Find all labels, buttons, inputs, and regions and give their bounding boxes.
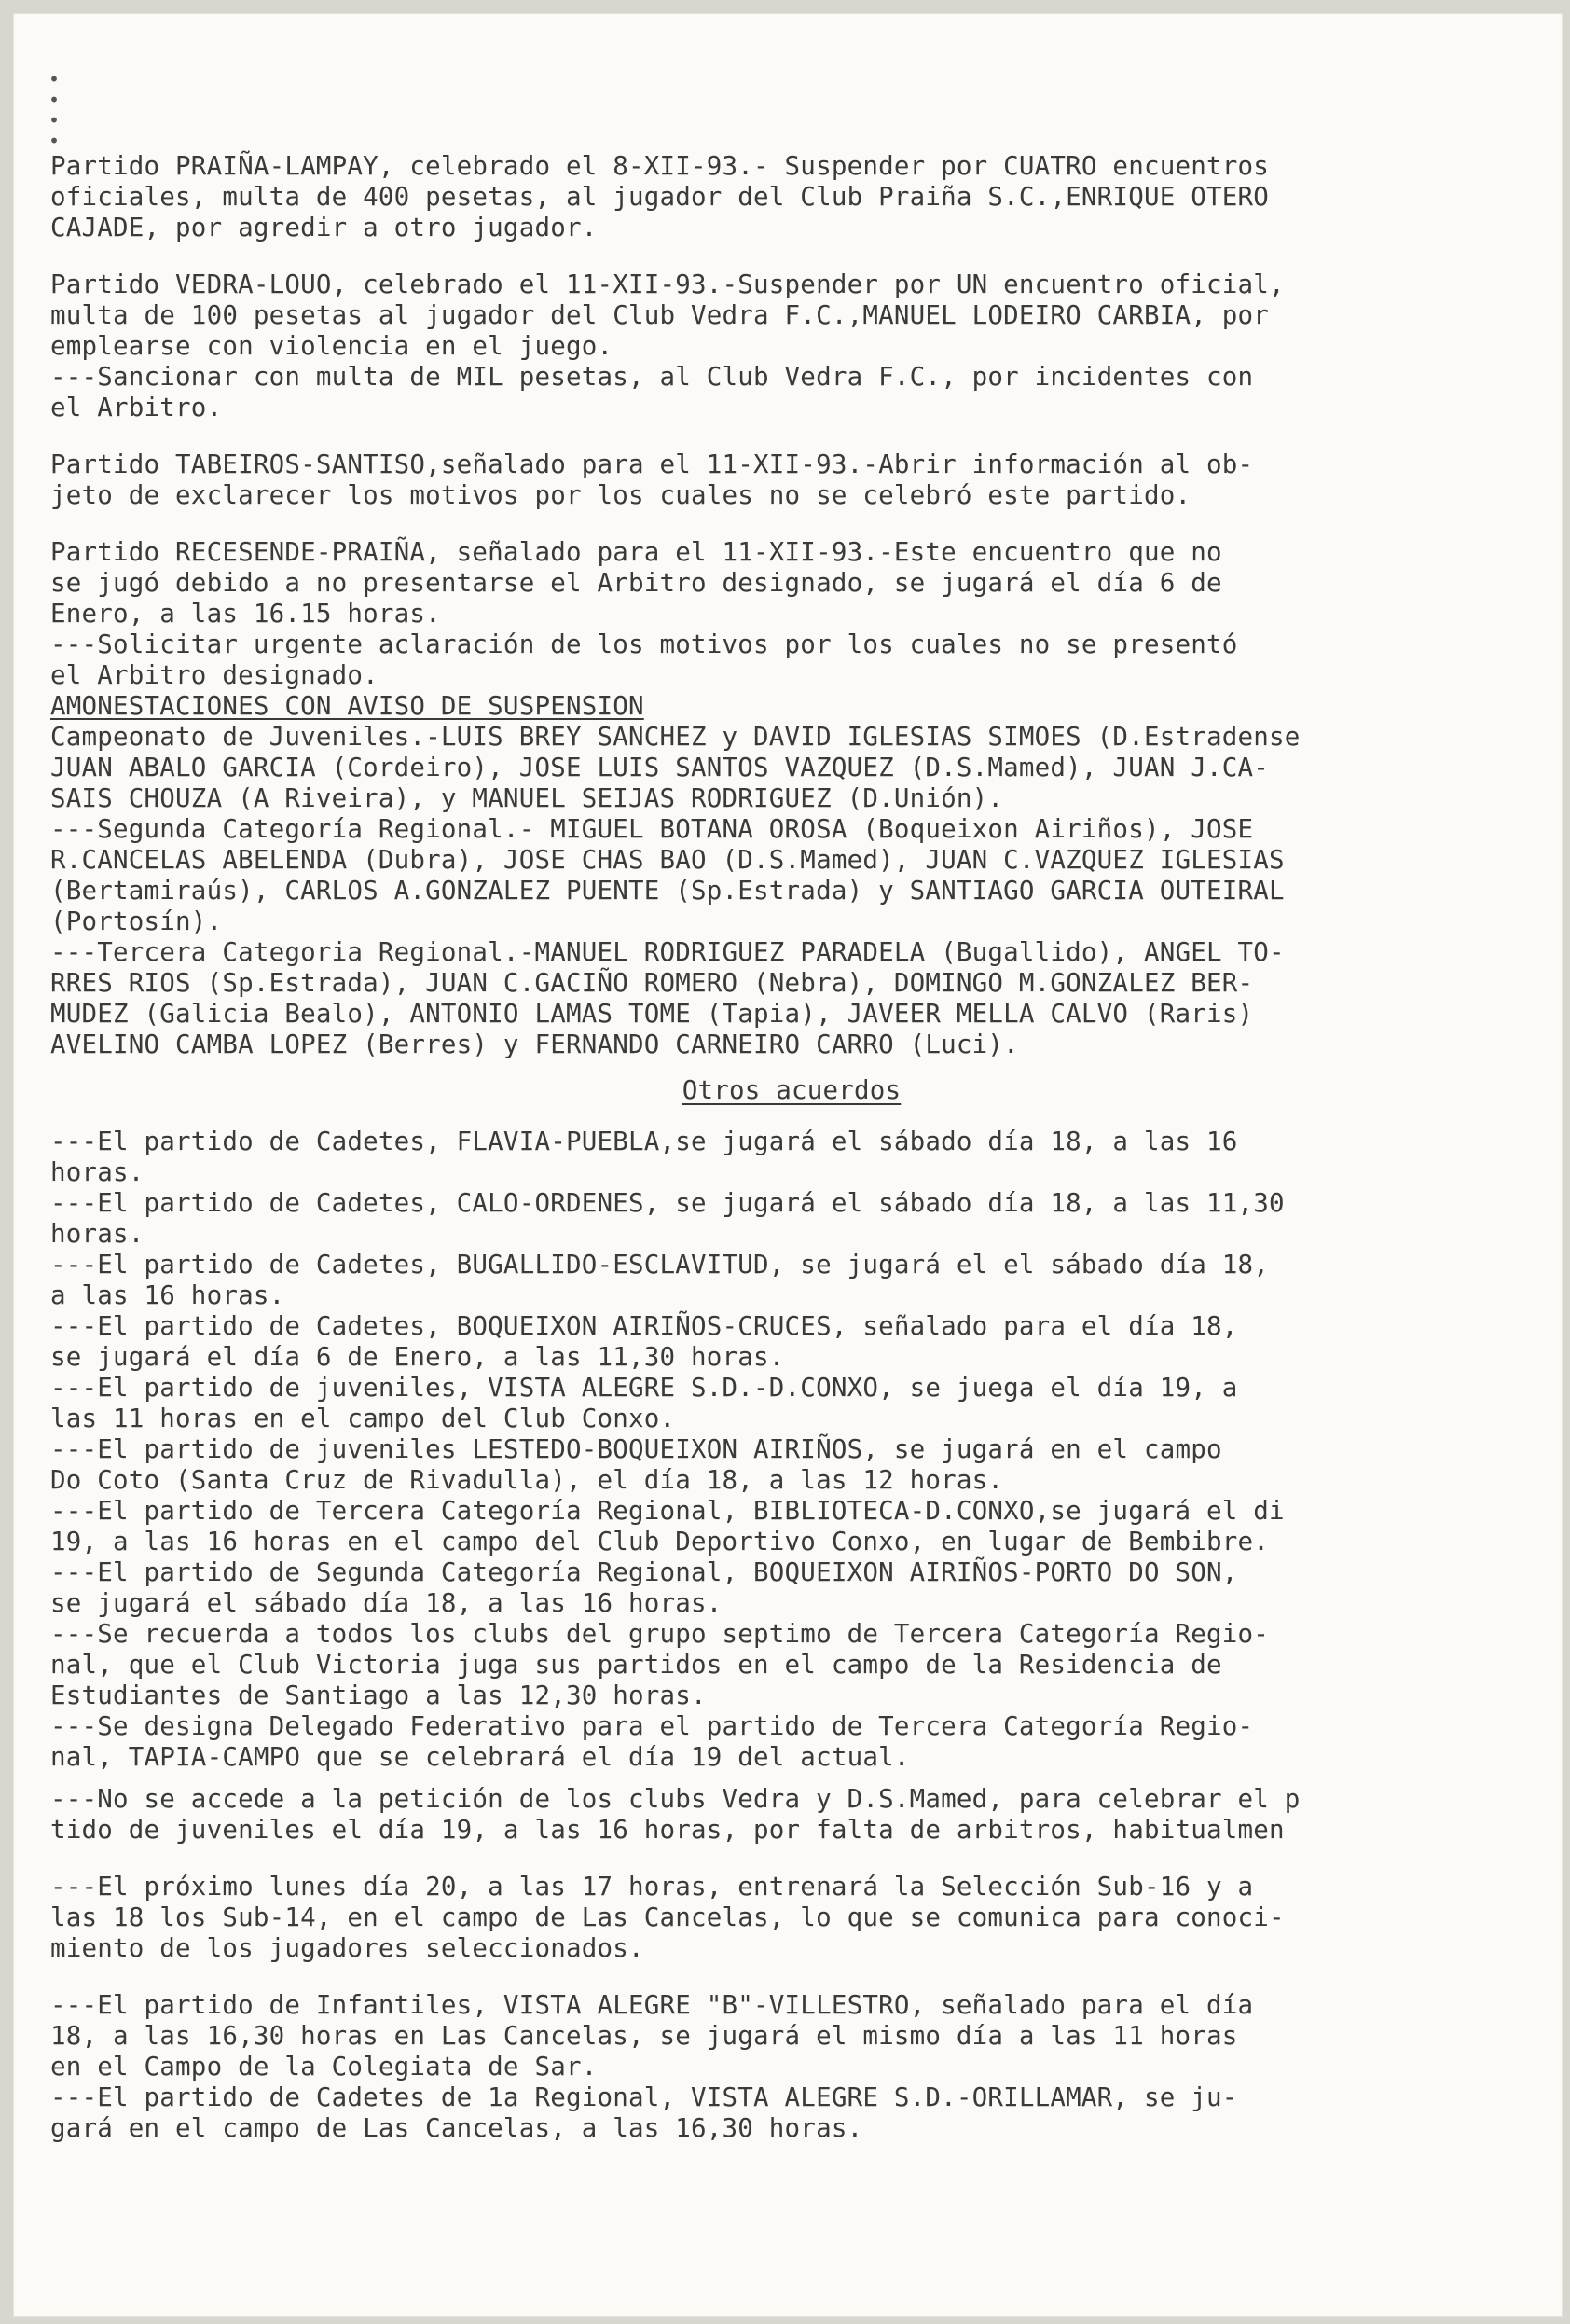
spacer xyxy=(50,1773,1533,1784)
paragraph xyxy=(50,537,1533,691)
spacer xyxy=(50,511,1533,537)
text-line: JUAN ABALO GARCIA (Cordeiro), JOSE LUIS SANTOS VAZQUEZ (D.S.Mamed), JUAN J.CA- xyxy=(50,753,1269,782)
text-line: 18, a las 16,30 horas en Las Cancelas, se jugará el mismo día a las 11 horas xyxy=(50,2021,1238,2051)
text-line: ---Tercera Categoria Regional.-MANUEL RODRIGUEZ PARADELA (Bugallido), ANGEL TO- xyxy=(50,937,1285,967)
spacer xyxy=(50,1846,1533,1872)
text-line: ---Sancionar con multa de MIL pesetas, al Club Vedra F.C., por incidentes con xyxy=(50,362,1254,392)
text-line: (Bertamiraús), CARLOS A.GONZALEZ PUENTE (Sp.Estrada) y SANTIAGO GARCIA OUTEIRAL xyxy=(50,876,1285,906)
text-line: Partido PRAIÑA-LAMPAY, celebrado el 8-XII-93.- Suspender por CUATRO encuentros xyxy=(50,151,1269,181)
paragraph xyxy=(50,450,1533,511)
text-line: se jugará el día 6 de Enero, a las 11,30 horas. xyxy=(50,1342,785,1372)
text-line: Estudiantes de Santiago a las 12,30 horas. xyxy=(50,1681,707,1710)
text-line: ---El próximo lunes día 20, a las 17 horas, entrenará la Selección Sub-16 y a xyxy=(50,1872,1254,1902)
paragraph xyxy=(50,1127,1533,1773)
text-line: ---El partido de juveniles, VISTA ALEGRE S.D.-D.CONXO, se juega el día 19, a xyxy=(50,1373,1238,1403)
text-line: ---El partido de Infantiles, VISTA ALEGRE "B"-VILLESTRO, señalado para el día xyxy=(50,1990,1254,2020)
text-line: ---El partido de Cadetes, CALO-ORDENES, se jugará el sábado día 18, a las 11,30 xyxy=(50,1188,1285,1218)
text-line: horas. xyxy=(50,1157,145,1187)
paragraph xyxy=(50,151,1533,243)
text-line: oficiales, multa de 400 pesetas, al jugador del Club Praiña S.C.,ENRIQUE OTERO xyxy=(50,182,1269,212)
text-line: ---El partido de juveniles LESTEDO-BOQUEIXON AIRIÑOS, se jugará en el campo xyxy=(50,1434,1222,1464)
paragraph xyxy=(50,691,1533,1060)
text-line: AVELINO CAMBA LOPEZ (Berres) y FERNANDO CARNEIRO CARRO (Luci). xyxy=(50,1030,1019,1059)
text-line: se jugará el sábado día 18, a las 16 horas. xyxy=(50,1588,723,1618)
text-line: R.CANCELAS ABELENDA (Dubra), JOSE CHAS BAO (D.S.Mamed), JUAN C.VAZQUEZ IGLESIAS xyxy=(50,845,1285,875)
text-line: emplearse con violencia en el juego. xyxy=(50,331,613,361)
text-line: ---Se recuerda a todos los clubs del grupo septimo de Tercera Categoría Regio- xyxy=(50,1619,1269,1649)
spacer xyxy=(50,1964,1533,1990)
text-line: ---Solicitar urgente aclaración de los motivos por los cuales no se presentó xyxy=(50,629,1238,659)
document-body xyxy=(50,151,1533,2144)
text-line: Do Coto (Santa Cruz de Rivadulla), el día 18, a las 12 horas. xyxy=(50,1465,1004,1495)
spacer xyxy=(50,243,1533,270)
text-line: 19, a las 16 horas en el campo del Club Deportivo Conxo, en lugar de Bembibre. xyxy=(50,1527,1269,1556)
text-line: SAIS CHOUZA (A Riveira), y MANUEL SEIJAS RODRIGUEZ (D.Unión). xyxy=(50,783,1004,813)
text-line: gará en el campo de Las Cancelas, a las 16,30 horas. xyxy=(50,2113,863,2143)
text-line: Campeonato de Juveniles.-LUIS BREY SANCHEZ y DAVID IGLESIAS SIMOES (D.Estradense xyxy=(50,722,1301,752)
text-line: MUDEZ (Galicia Bealo), ANTONIO LAMAS TOME (Tapia), JAVEER MELLA CALVO (Raris) xyxy=(50,999,1254,1029)
text-line: AMONESTACIONES CON AVISO DE SUSPENSION xyxy=(50,691,644,721)
text-line: ---El partido de Cadetes, BUGALLIDO-ESCLAVITUD, se jugará el el sábado día 18, xyxy=(50,1250,1269,1280)
paragraph xyxy=(50,1990,1533,2144)
margin-marks: • • • • xyxy=(48,68,61,152)
text-line: se jugó debido a no presentarse el Arbitro designado, se jugará el día 6 de xyxy=(50,568,1222,598)
text-line: miento de los jugadores seleccionados. xyxy=(50,1933,644,1963)
text-line: ---Se designa Delegado Federativo para el partido de Tercera Categoría Regio- xyxy=(50,1711,1254,1741)
text-line: (Portosín). xyxy=(50,906,223,936)
text-line: las 11 horas en el campo del Club Conxo. xyxy=(50,1404,676,1433)
spacer xyxy=(50,423,1533,450)
text-line: nal, TAPIA-CAMPO que se celebrará el día 19 del actual. xyxy=(50,1742,910,1772)
text-line: el Arbitro designado. xyxy=(50,660,379,690)
text-line: Partido TABEIROS-SANTISO,señalado para el 11-XII-93.-Abrir información al ob- xyxy=(50,450,1254,479)
text-line: ---No se accede a la petición de los clubs Vedra y D.S.Mamed, para celebrar el p xyxy=(50,1784,1301,1814)
text-line: ---El partido de Cadetes de 1a Regional, VISTA ALEGRE S.D.-ORILLAMAR, se ju- xyxy=(50,2082,1238,2112)
text-line: CAJADE, por agredir a otro jugador. xyxy=(50,213,598,242)
paragraph xyxy=(50,1784,1533,1846)
paragraph xyxy=(50,1872,1533,1964)
text-line: las 18 los Sub-14, en el campo de Las Cancelas, lo que se comunica para conoci- xyxy=(50,1902,1285,1932)
text-line: ---El partido de Segunda Categoría Regional, BOQUEIXON AIRIÑOS-PORTO DO SON, xyxy=(50,1557,1238,1587)
section-heading: Otros acuerdos xyxy=(682,1075,902,1105)
text-line: en el Campo de la Colegiata de Sar. xyxy=(50,2052,598,2082)
text-line: ---El partido de Cadetes, FLAVIA-PUEBLA,se jugará el sábado día 18, a las 16 xyxy=(50,1127,1238,1156)
text-line: horas. xyxy=(50,1219,145,1249)
text-line: Enero, a las 16.15 horas. xyxy=(50,599,441,629)
text-line: el Arbitro. xyxy=(50,393,223,422)
text-line: Partido RECESENDE-PRAIÑA, señalado para el 11-XII-93.-Este encuentro que no xyxy=(50,537,1222,567)
text-line: a las 16 horas. xyxy=(50,1280,285,1310)
text-line: RRES RIOS (Sp.Estrada), JUAN C.GACIÑO ROMERO (Nebra), DOMINGO M.GONZALEZ BER- xyxy=(50,968,1254,998)
text-line: ---El partido de Cadetes, BOQUEIXON AIRIÑOS-CRUCES, señalado para el día 18, xyxy=(50,1311,1238,1341)
text-line: ---Segunda Categoría Regional.- MIGUEL BOTANA OROSA (Boqueixon Airiños), JOSE xyxy=(50,814,1254,844)
text-line: jeto de exclarecer los motivos por los cuales no se celebró este partido. xyxy=(50,480,1191,510)
text-line: nal, que el Club Victoria juga sus partidos en el campo de la Residencia de xyxy=(50,1650,1222,1680)
document-page xyxy=(13,13,1563,2317)
text-line: multa de 100 pesetas al jugador del Club Vedra F.C.,MANUEL LODEIRO CARBIA, por xyxy=(50,300,1269,330)
text-line: Partido VEDRA-LOUO, celebrado el 11-XII-93.-Suspender por UN encuentro oficial, xyxy=(50,270,1285,299)
text-line: tido de juveniles el día 19, a las 16 horas, por falta de arbitros, habitualmen xyxy=(50,1815,1285,1845)
text-line: ---El partido de Tercera Categoría Regional, BIBLIOTECA-D.CONXO,se jugará el di xyxy=(50,1496,1285,1526)
paragraph xyxy=(50,270,1533,423)
